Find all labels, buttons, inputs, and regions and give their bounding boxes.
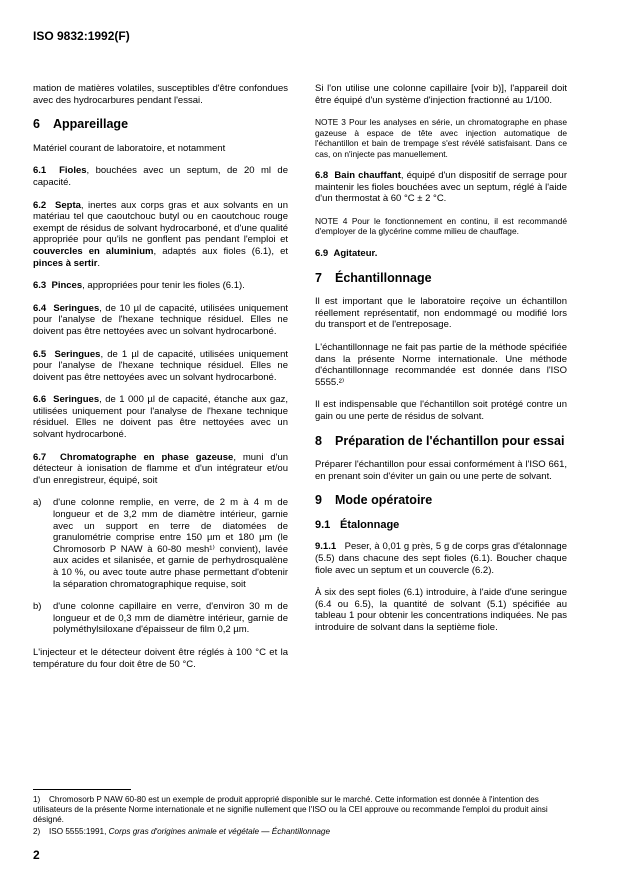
clause-text: , de 1 000 µl de capacité, étanche aux gaz, utilisées uniquement pour l'analyse de l'hexane technique résiduel. Elles ne doivent pas être nettoyées avec un solvant hydrocarboné. — [33, 394, 288, 441]
clause-9-1-1 — [315, 541, 567, 576]
clause-term: Seringues — [53, 394, 100, 406]
subsection-number: 9.1 — [315, 518, 331, 531]
clause-number: 6.2 — [33, 199, 47, 211]
section-7-heading — [315, 270, 567, 285]
clause-term: Chromatographe en phase gazeuse — [60, 451, 234, 463]
section-number: 6 — [33, 117, 40, 132]
clause-term: pinces à sertir — [33, 257, 98, 269]
clause-number: 9.1.1 — [315, 541, 337, 553]
clause-term: Seringues — [54, 348, 101, 360]
clause-6-2 — [33, 200, 288, 270]
clause-number: 6.9 — [315, 247, 329, 259]
footnote-2 — [33, 827, 573, 837]
clause-text: . — [97, 257, 101, 269]
clause-text: , bouchées avec un septum, de 20 ml de capacité. — [33, 165, 289, 188]
footnote-1 — [33, 795, 573, 825]
clause-text: . — [374, 247, 378, 259]
section-title: Préparation de l'échantillon pour essai — [335, 433, 565, 448]
section-6-heading — [33, 119, 288, 131]
clause-number: 6.1 — [33, 165, 47, 177]
footnote-title: Corps gras d'origines animale et végétale — Échantillonnage — [108, 827, 331, 836]
column-options-list — [33, 497, 288, 636]
section-7-paragraph: Il est indispensable que l'échantillon soit protégé contre un gain ou une perte de résidus de solvant. — [315, 399, 567, 422]
section-6-intro: Matériel courant de laboratoire, et notamment — [33, 142, 226, 154]
clause-text: , de 10 µl de capacité, utilisées uniquement pour l'analyse de l'hexane technique résiduel. Elles ne doivent pas être nettoyées avec un solvant hydrocarboné. — [33, 302, 288, 337]
list-item — [33, 497, 288, 590]
section-title: Appareillage — [53, 117, 129, 132]
clause-text: , appropriées pour tenir les fioles (6.1). — [82, 280, 245, 292]
clause-number: 6.3 — [33, 280, 47, 292]
clause-term: Bain chauffant — [334, 170, 401, 182]
clause-9-1-1-paragraph: À six des sept fioles (6.1) introduire, à l'aide d'une seringue (6.4 ou 6.5), la quantité de solvant (5.1) spécifiée au tableau 1 pour obtenir les concentrations indiquées. Ne pas introduire de solvant dans la septième fiole. — [315, 587, 567, 634]
list-text: d'une colonne capillaire en verre, d'environ 30 m de longueur et de 0,3 mm de diamètre intérieur, garnie de polyméthylsiloxane d'épaisseur de film 0,2 µm. — [53, 601, 288, 636]
clause-text: , muni d'un détecteur à ionisation de flamme et d'un intégrateur et/ou d'un enregistreur, équipé, soit — [33, 451, 289, 486]
section-8-paragraph: Préparer l'échantillon pour essai conformément à l'ISO 661, en prenant soin d'éviter un gain ou une perte de solvant. — [315, 459, 567, 482]
section-title: Mode opératoire — [335, 493, 433, 508]
clause-text: , inertes aux corps gras et aux solvants en un matériau tel que caoutchouc butyl ou en caoutchouc rouge exempt de résidus de solvant hydrocarboné, et d'une qualité appropriée pour qu'ils ne gonflent pas pendant l'emploi et — [33, 199, 288, 246]
clause-number: 6.6 — [33, 394, 47, 406]
section-7-paragraph: L'échantillonnage ne fait pas partie de la méthode spécifiée dans la présente Norme internationale. Une méthode d'échantillonnage recommandée est donnée dans l'ISO 5555.²⁾ — [315, 341, 567, 388]
note-3: NOTE 3 Pour les analyses en série, un chromatographe en phase gazeuse à espace de tête avec injection automatique de l'échantillon et bain de trempage s'est révélé satisfaisant. Dans ce cas, on n'injecte pas manuellement. — [315, 117, 567, 159]
section-9-heading — [315, 495, 567, 507]
clause-term: couvercles en aluminium — [33, 245, 154, 257]
clause-term: Septa — [55, 199, 81, 211]
left-column — [33, 83, 288, 681]
clause-term: Seringues — [53, 302, 100, 314]
section-number: 7 — [315, 270, 322, 285]
clause-term: Fioles — [59, 165, 87, 177]
temperature-paragraph: L'injecteur et le détecteur doivent être réglés à 100 °C et la température du four doit être de 50 °C. — [33, 646, 288, 670]
subsection-9-1-heading — [315, 520, 567, 532]
clause-6-6 — [33, 394, 288, 440]
clause-6-8 — [315, 170, 567, 205]
clause-6-9 — [315, 248, 567, 260]
list-label: b) — [33, 601, 42, 613]
list-text: d'une colonne remplie, en verre, de 2 m à 4 m de longueur et de 3,2 mm de diamètre intérieur, garnie avec un support en terre de diatomées de granulométrie comprise entre 150 µm et 180 µm (le Chromosorb P NAW à 60-80 mesh¹⁾ convient), lavée aux acides et silanisée, et garnie de perhydrosqualène à 10 %, ou avec toute autre phase permettant d'obtenir la séparation chromatographique requise, soit — [53, 497, 288, 590]
clause-6-3 — [33, 280, 288, 292]
capillary-paragraph: Si l'on utilise une colonne capillaire [voir b)], l'appareil doit être équipé d'un système d'injection fractionné au 1/100. — [315, 83, 567, 106]
clause-6-5 — [33, 349, 288, 384]
clause-number: 6.5 — [33, 348, 47, 360]
footnote-text: Chromosorb P NAW 60-80 est un exemple de produit approprié disponible sur le marché. Cette information est donnée à l'intention des utilisateurs de la présente Norme internationale et ne signifie nullement que l'ISO ou la CEI approuve ou recommande l'emploi du produit ainsi désigné. — [33, 795, 548, 824]
clause-number: 6.7 — [33, 451, 47, 463]
clause-6-1 — [33, 165, 288, 188]
clause-6-7 — [33, 452, 288, 487]
page-header: ISO 9832:1992(F) — [33, 29, 130, 43]
list-label: a) — [33, 497, 42, 509]
footnote-separator — [33, 789, 131, 790]
list-item — [33, 601, 288, 636]
footnote-number: 1) — [33, 795, 41, 804]
clause-text: Peser, à 0,01 g près, 5 g de corps gras d'étalonnage (5.5) dans chacune des sept fioles (6.1). Boucher chaque fiole avec un septum et un couvercle (6.2). — [315, 541, 568, 576]
intro-paragraph: mation de matières volatiles, susceptibles d'être confondues avec des hydrocarbures pendant l'essai. — [33, 83, 288, 106]
section-8-heading — [315, 433, 567, 448]
section-number: 8 — [315, 433, 322, 448]
clause-6-4 — [33, 303, 288, 338]
clause-text: , adaptés aux fioles (6.1), et — [153, 245, 289, 257]
clause-number: 6.8 — [315, 170, 329, 182]
page-number: 2 — [33, 848, 40, 862]
clause-number: 6.4 — [33, 302, 47, 314]
footnote-number: 2) — [33, 827, 41, 836]
clause-text: , équipé d'un dispositif de serrage pour maintenir les fioles bouchées avec un septum, réglé à l'aide d'un thermostat à 60 °C ± 2 °C. — [315, 170, 568, 205]
note-4: NOTE 4 Pour le fonctionnement en continu, il est recommandé d'employer de la glycérine comme milieu de chauffage. — [315, 215, 567, 237]
footnote-text: ISO 5555:1991, — [49, 827, 109, 836]
section-number: 9 — [315, 493, 322, 508]
clause-term: Pinces — [51, 280, 83, 292]
clause-term: Agitateur — [333, 247, 375, 259]
right-column — [315, 83, 567, 645]
subsection-title: Étalonnage — [340, 518, 400, 531]
section-7-paragraph: Il est important que le laboratoire reçoive un échantillon réellement représentatif, non endommagé ou modifié lors du transport et de l'entreposage. — [315, 296, 567, 331]
clause-text: , de 1 µl de capacité, utilisées uniquement pour l'analyse de l'hexane technique résiduel. Elles ne doivent pas être nettoyées avec un solvant hydrocarboné. — [33, 348, 289, 383]
section-title: Échantillonnage — [335, 270, 432, 285]
